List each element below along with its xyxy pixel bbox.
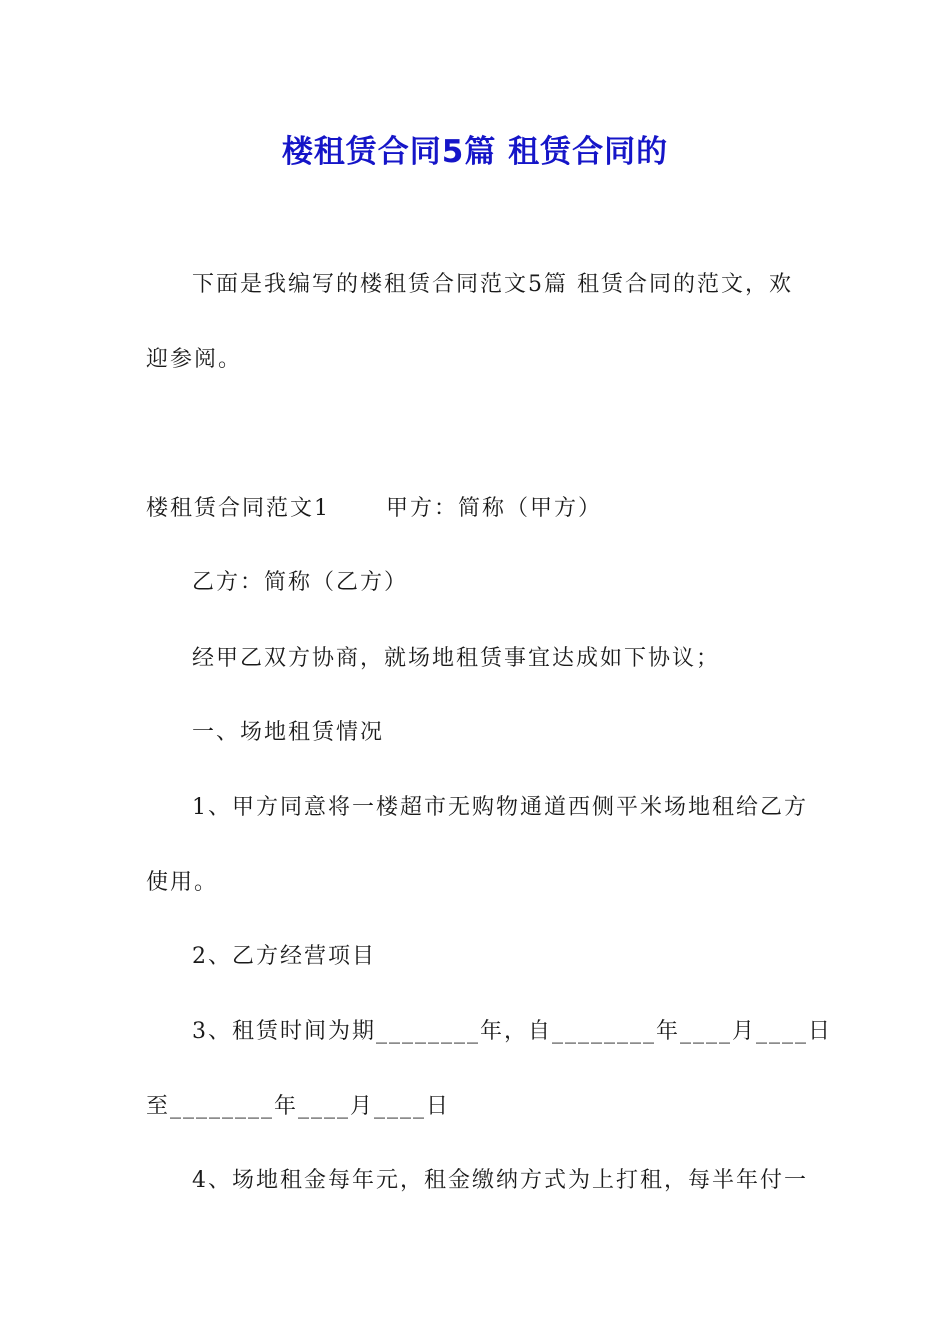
agreement-text: 经甲乙双方协商，就场地租赁事宜达成如下协议； (192, 646, 721, 671)
document-title: 楼租赁合同5篇 租赁合同的 (281, 134, 669, 170)
section-heading: 楼租赁合同范文1 (146, 496, 330, 521)
item-1-line-2: 使用。 (146, 870, 219, 895)
item-3-line-1: 3、租赁时间为期________年，自________年____月____日 (192, 1019, 832, 1044)
intro-line-2: 迎参阅。 (146, 347, 243, 372)
item-3-line-2: 至________年____月____日 (146, 1094, 451, 1119)
item-1-line-1: 1、甲方同意将一楼超市无购物通道西侧平米场地租给乙方 (192, 795, 808, 820)
party-a: 甲方：简称（甲方） (386, 496, 603, 521)
intro-line-1: 下面是我编写的楼租赁合同范文5篇 租赁合同的范文，欢 (192, 272, 793, 297)
party-b: 乙方：简称（乙方） (192, 570, 409, 595)
clause-heading: 一、场地租赁情况 (192, 720, 385, 745)
section-heading-row (146, 494, 602, 524)
item-2: 2、乙方经营项目 (192, 944, 376, 969)
item-4-line-1: 4、场地租金每年元，租金缴纳方式为上打租，每半年付一 (192, 1168, 808, 1193)
